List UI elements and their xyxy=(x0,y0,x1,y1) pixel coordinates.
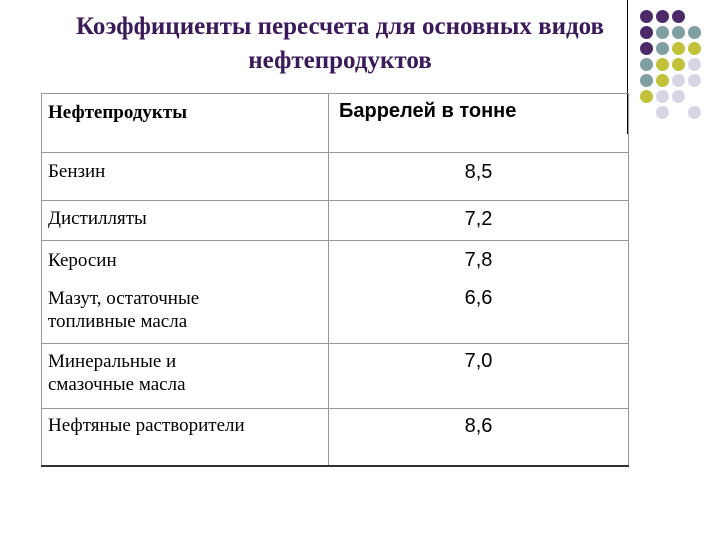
decor-dot xyxy=(656,10,669,23)
decor-dot xyxy=(656,58,669,71)
cell-product: Нефтяные растворители xyxy=(42,409,329,467)
cell-value: 8,6 xyxy=(329,409,629,467)
table-row xyxy=(42,344,629,409)
cell-product: Керосин xyxy=(48,250,117,271)
decor-dot xyxy=(672,58,685,71)
decor-dot xyxy=(640,90,653,103)
cell-value-group xyxy=(329,241,629,344)
decor-dot xyxy=(688,106,701,119)
cell-product-group xyxy=(42,241,329,344)
cell-product-continued: топливные масла xyxy=(48,311,188,332)
cell-product: Дистилляты xyxy=(42,201,329,241)
cell-product-continued: смазочные масла xyxy=(48,374,186,395)
decor-dot xyxy=(656,106,669,119)
cell-value: 7,8 xyxy=(464,249,493,271)
decor-dot xyxy=(656,74,669,87)
decor-dot xyxy=(688,74,701,87)
cell-value: 7,0 xyxy=(329,344,629,409)
decor-dot xyxy=(688,58,701,71)
table-row xyxy=(42,153,629,201)
cell-product: Бензин xyxy=(42,153,329,201)
table-row xyxy=(42,409,629,467)
decor-dot xyxy=(640,42,653,55)
table-row xyxy=(42,241,629,344)
decor-dot xyxy=(656,42,669,55)
slide-title-line2: нефтепродуктов xyxy=(248,47,432,74)
decor-dot xyxy=(640,58,653,71)
header-product: Нефтепродукты xyxy=(42,94,329,153)
header-barrels-per-ton: Баррелей в тонне xyxy=(329,94,629,153)
cell-value: 8,5 xyxy=(329,153,629,201)
decor-dot xyxy=(672,10,685,23)
decor-dot xyxy=(672,26,685,39)
cell-product-line: Минеральные и xyxy=(48,351,177,372)
slide-title-line1: Коэффициенты пересчета для основных видов xyxy=(75,13,605,40)
table-row xyxy=(42,201,629,241)
decor-dot xyxy=(688,42,701,55)
decor-dot xyxy=(688,26,701,39)
cell-product: Мазут, остаточные xyxy=(48,288,200,309)
decor-dot xyxy=(672,74,685,87)
decor-dot xyxy=(640,74,653,87)
conversion-table xyxy=(41,93,629,467)
decor-dot xyxy=(656,26,669,39)
cell-product xyxy=(42,344,329,409)
slide-title xyxy=(40,10,640,78)
decorative-dot-grid xyxy=(640,10,720,120)
decor-dot xyxy=(640,26,653,39)
cell-value: 7,2 xyxy=(329,201,629,241)
decor-dot xyxy=(672,42,685,55)
table-header-row xyxy=(42,94,629,153)
decor-dot xyxy=(640,10,653,23)
decor-dot xyxy=(672,90,685,103)
cell-value: 6,6 xyxy=(464,287,493,309)
decor-dot xyxy=(656,90,669,103)
